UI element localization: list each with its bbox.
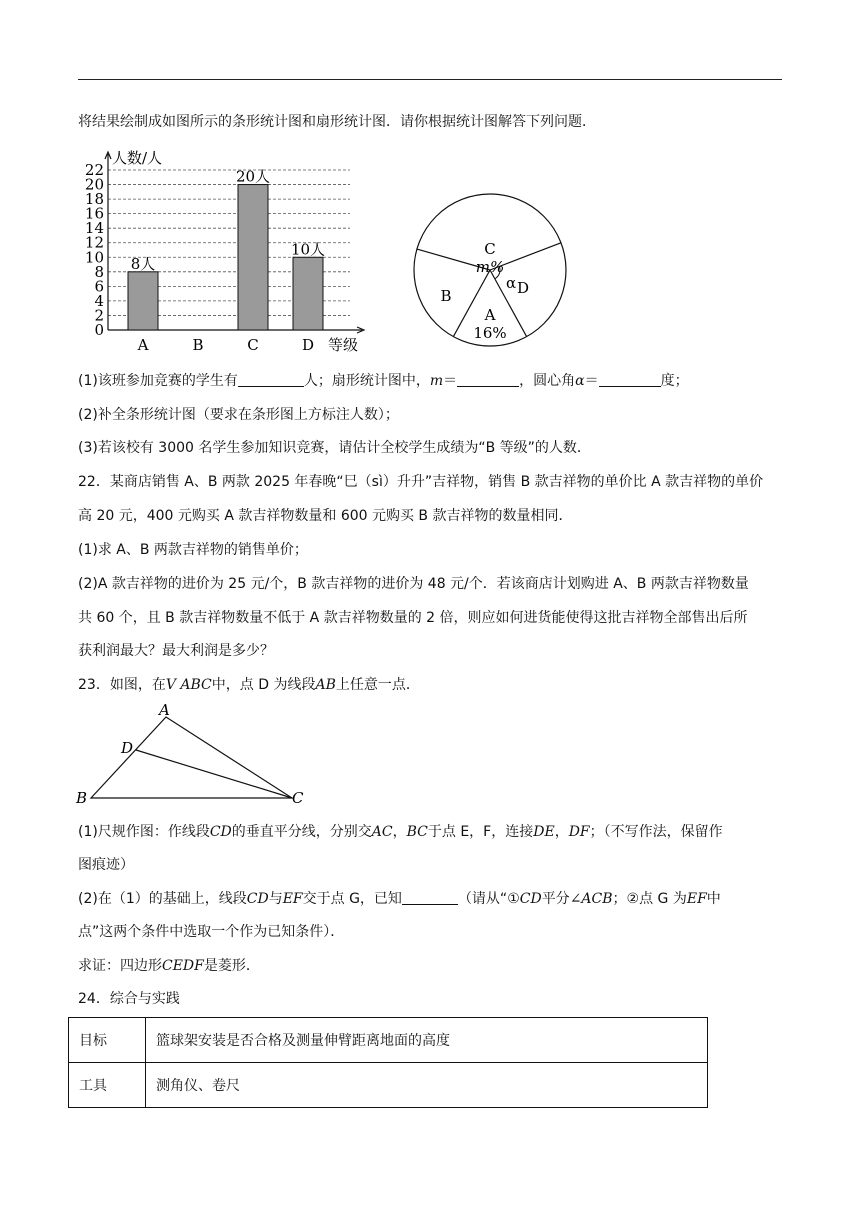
table-row <box>69 1063 708 1108</box>
y-tick-label: 16 <box>84 204 104 223</box>
q21-part3: (3)若该校有 3000 名学生参加知识竞赛，请估计全校学生成绩为“B 等级”的人数． <box>78 440 591 456</box>
triangle-abc <box>91 717 292 798</box>
q22-line1: 22．某商店销售 A、B 两款 2025 年春晚“巳（sì）升升”吉祥物，销售 B 款吉祥物的单价比 A 款吉祥物的单价 <box>78 474 764 490</box>
y-tick-label: 8 <box>94 262 104 281</box>
row-value-tools: 测角仪、卷尺 <box>146 1063 708 1108</box>
x-tick-label: A <box>137 336 149 354</box>
q23-part2-cont: 点”这两个条件中选取一个作为已知条件）． <box>78 924 345 940</box>
label-c: C <box>292 789 304 807</box>
q22-line3: (1)求 A、B 两款吉祥物的销售单价； <box>78 542 308 558</box>
x-axis-label: 等级 <box>328 336 359 354</box>
y-tick-label: 20 <box>84 175 104 194</box>
bar-data-label: 10人 <box>290 240 326 259</box>
q23-part1-cont: 图痕迹） <box>78 857 134 873</box>
y-tick-label: 4 <box>94 291 104 310</box>
answer-blank-condition[interactable] <box>402 890 458 905</box>
bar-chart <box>70 150 370 360</box>
bar-data-label: 20人 <box>235 167 271 186</box>
label-a: A <box>159 702 170 719</box>
q23-line1: 23．如图，在V ABC中，点 D 为线段AB上任意一点． <box>78 677 420 693</box>
header-rule <box>78 79 782 80</box>
x-tick-label: B <box>192 336 204 354</box>
q22-line5: 共 60 个，且 B 款吉祥物数量不低于 A 款吉祥物数量的 2 倍，则应如何进货能使得这批吉祥物全部售出后所 <box>78 610 748 626</box>
q24-title: 24．综合与实践 <box>78 991 180 1007</box>
row-key-goal: 目标 <box>69 1018 146 1063</box>
pie-value-c: m% <box>475 258 505 276</box>
label-b: B <box>76 789 88 807</box>
triangle-figure <box>70 702 320 812</box>
x-tick-label: D <box>301 336 315 354</box>
x-tick-label: C <box>247 336 259 354</box>
y-tick-label: 14 <box>84 219 104 238</box>
bar-c <box>238 185 268 330</box>
y-tick-label: 22 <box>84 161 104 179</box>
bar-data-label: 8人 <box>130 254 156 273</box>
q22-line4: (2)A 款吉祥物的进价为 25 元/个，B 款吉祥物的进价为 48 元/个．若该商店计划购进 A、B 两款吉祥物数量 <box>78 576 749 592</box>
pie-label-a: A <box>484 306 496 324</box>
answer-blank-alpha[interactable] <box>599 372 661 387</box>
q24-info-table <box>68 1017 708 1108</box>
answer-blank-m[interactable] <box>457 372 519 387</box>
q23-part1: (1)尺规作图：作线段CD的垂直平分线，分别交AC，BC于点 E，F，连接DE，DF；（不写作法，保留作 <box>78 824 723 840</box>
pie-chart <box>410 190 570 350</box>
q23-part2: (2)在（1）的基础上，线段CD与EF交于点 G，已知 （请从“①CD平分∠ACB；②点 G 为EF中 <box>78 891 721 907</box>
pie-label-b: B <box>440 287 452 305</box>
q22-line6: 获利润最大？最大利润是多少？ <box>78 643 274 659</box>
intro-text: 将结果绘制成如图所示的条形统计图和扇形统计图．请你根据统计图解答下列问题． <box>78 114 596 130</box>
pie-label-d: D <box>516 279 530 297</box>
pie-label-c: C <box>484 240 496 258</box>
q23-proof: 求证：四边形CEDF是菱形． <box>78 958 260 974</box>
row-value-goal: 篮球架安装是否合格及测量伸臂距离地面的高度 <box>146 1018 708 1063</box>
angle-label: α <box>506 274 517 292</box>
y-tick-label: 18 <box>84 190 104 209</box>
y-tick-label: 2 <box>94 306 104 325</box>
row-key-tools: 工具 <box>69 1063 146 1108</box>
y-tick-label: 12 <box>84 233 104 252</box>
q21-part1: (1)该班参加竞赛的学生有 人；扇形统计图中，m＝ ，圆心角α＝ 度； <box>78 373 689 389</box>
answer-blank-count[interactable] <box>238 372 304 387</box>
y-tick-label: 6 <box>94 277 104 296</box>
q22-line2: 高 20 元，400 元购买 A 款吉祥物数量和 600 元购买 B 款吉祥物的数量相同． <box>78 508 573 524</box>
q21-part2: (2)补全条形统计图（要求在条形图上方标注人数）； <box>78 407 399 423</box>
label-d: D <box>121 739 134 757</box>
bar-d <box>293 257 323 330</box>
segment-dc <box>136 750 292 798</box>
pie-value-a: 16% <box>473 324 507 342</box>
y-tick-label: 10 <box>84 248 104 267</box>
bar-a <box>128 272 158 330</box>
y-tick-label: 0 <box>94 321 104 339</box>
y-axis-label: 人数/人 <box>112 150 163 167</box>
table-row <box>69 1018 708 1063</box>
